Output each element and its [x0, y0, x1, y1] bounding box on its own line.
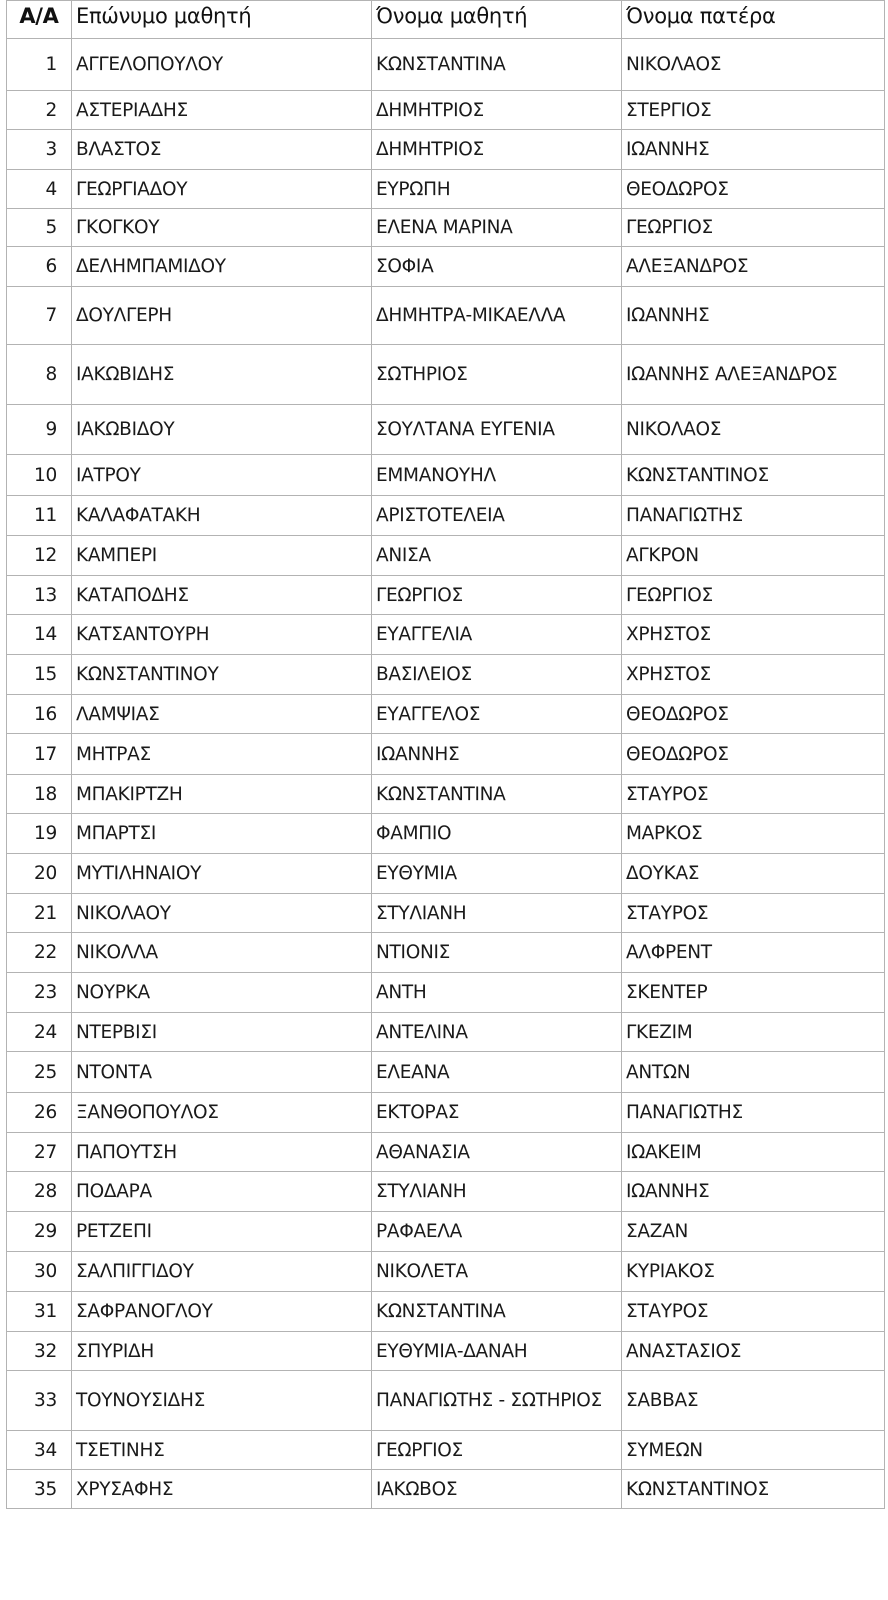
cell-father: ΝΙΚΟΛΑΟΣ	[622, 39, 885, 91]
cell-father: ΚΩΝΣΤΑΝΤΙΝΟΣ	[622, 1470, 885, 1509]
cell-surname: ΛΑΜΨΙΑΣ	[72, 695, 372, 734]
cell-father: ΣΥΜΕΩΝ	[622, 1431, 885, 1470]
cell-surname: ΒΛΑΣΤΟΣ	[72, 130, 372, 170]
cell-father: ΘΕΟΔΩΡΟΣ	[622, 695, 885, 734]
cell-aa: 18	[7, 775, 72, 814]
cell-name: ΕΥΑΓΓΕΛΟΣ	[372, 695, 622, 734]
cell-father: ΓΕΩΡΓΙΟΣ	[622, 209, 885, 247]
cell-name: ΑΝΙΣΑ	[372, 536, 622, 576]
cell-surname: ΜΗΤΡΑΣ	[72, 734, 372, 775]
cell-surname: ΙΑΚΩΒΙΔΗΣ	[72, 345, 372, 405]
cell-surname: ΝΙΚΟΛΛΑ	[72, 933, 372, 973]
cell-father: ΠΑΝΑΓΙΩΤΗΣ	[622, 496, 885, 536]
table-row	[7, 39, 885, 91]
cell-aa: 2	[7, 91, 72, 130]
table-row	[7, 1252, 885, 1292]
table-row	[7, 1470, 885, 1509]
cell-aa: 28	[7, 1172, 72, 1212]
table-row	[7, 1093, 885, 1133]
table-row	[7, 576, 885, 615]
table-body	[7, 39, 885, 1509]
cell-father: ΚΥΡΙΑΚΟΣ	[622, 1252, 885, 1292]
cell-aa: 21	[7, 894, 72, 933]
cell-father: ΣΑΒΒΑΣ	[622, 1371, 885, 1431]
cell-surname: ΝΙΚΟΛΑΟΥ	[72, 894, 372, 933]
cell-father: ΧΡΗΣΤΟΣ	[622, 655, 885, 695]
cell-name: ΚΩΝΣΤΑΝΤΙΝΑ	[372, 775, 622, 814]
cell-father: ΘΕΟΔΩΡΟΣ	[622, 170, 885, 209]
cell-aa: 10	[7, 455, 72, 496]
cell-surname: ΔΕΛΗΜΠΑΜΙΔΟΥ	[72, 247, 372, 287]
cell-name: ΓΕΩΡΓΙΟΣ	[372, 1431, 622, 1470]
table-row	[7, 496, 885, 536]
cell-name: ΣΤΥΛΙΑΝΗ	[372, 1172, 622, 1212]
cell-father: ΣΑΖΑΝ	[622, 1212, 885, 1252]
cell-name: ΔΗΜΗΤΡΙΟΣ	[372, 91, 622, 130]
table-row	[7, 287, 885, 345]
cell-aa: 12	[7, 536, 72, 576]
cell-name: ΦΑΜΠΙΟ	[372, 814, 622, 854]
cell-name: ΑΡΙΣΤΟΤΕΛΕΙΑ	[372, 496, 622, 536]
header-surname: Επώνυμο μαθητή	[72, 1, 372, 39]
cell-name: ΕΥΘΥΜΙΑ	[372, 854, 622, 894]
cell-surname: ΚΑΜΠΕΡΙ	[72, 536, 372, 576]
cell-father: ΣΤΕΡΓΙΟΣ	[622, 91, 885, 130]
cell-name: ΡΑΦΑΕΛΑ	[372, 1212, 622, 1252]
header-father: Όνομα πατέρα	[622, 1, 885, 39]
cell-name: ΚΩΝΣΤΑΝΤΙΝΑ	[372, 39, 622, 91]
table-row	[7, 1332, 885, 1371]
table-row	[7, 345, 885, 405]
cell-father: ΜΑΡΚΟΣ	[622, 814, 885, 854]
cell-surname: ΜΥΤΙΛΗΝΑΙΟΥ	[72, 854, 372, 894]
cell-name: ΣΟΦΙΑ	[372, 247, 622, 287]
cell-name: ΣΤΥΛΙΑΝΗ	[372, 894, 622, 933]
table-row	[7, 1013, 885, 1052]
cell-aa: 9	[7, 405, 72, 455]
cell-father: ΑΝΤΩΝ	[622, 1052, 885, 1093]
cell-name: ΕΛΕΝΑ ΜΑΡΙΝΑ	[372, 209, 622, 247]
table-row	[7, 1133, 885, 1172]
cell-aa: 27	[7, 1133, 72, 1172]
table-row	[7, 170, 885, 209]
table-row	[7, 130, 885, 170]
cell-surname: ΣΑΦΡΑΝΟΓΛΟΥ	[72, 1292, 372, 1332]
cell-aa: 35	[7, 1470, 72, 1509]
cell-father: ΑΝΑΣΤΑΣΙΟΣ	[622, 1332, 885, 1371]
cell-name: ΑΝΤΗ	[372, 973, 622, 1013]
cell-name: ΣΩΤΗΡΙΟΣ	[372, 345, 622, 405]
cell-surname: ΤΣΕΤΙΝΗΣ	[72, 1431, 372, 1470]
cell-surname: ΓΚΟΓΚΟΥ	[72, 209, 372, 247]
cell-surname: ΜΠΑΡΤΣΙ	[72, 814, 372, 854]
cell-aa: 20	[7, 854, 72, 894]
cell-father: ΝΙΚΟΛΑΟΣ	[622, 405, 885, 455]
table-row	[7, 536, 885, 576]
cell-surname: ΠΑΠΟΥΤΣΗ	[72, 1133, 372, 1172]
cell-aa: 33	[7, 1371, 72, 1431]
table-row	[7, 655, 885, 695]
table-row	[7, 615, 885, 655]
cell-surname: ΧΡΥΣΑΦΗΣ	[72, 1470, 372, 1509]
table-row	[7, 405, 885, 455]
cell-father: ΣΤΑΥΡΟΣ	[622, 775, 885, 814]
table-row	[7, 209, 885, 247]
cell-father: ΚΩΝΣΤΑΝΤΙΝΟΣ	[622, 455, 885, 496]
cell-aa: 29	[7, 1212, 72, 1252]
table-row	[7, 814, 885, 854]
cell-surname: ΚΩΝΣΤΑΝΤΙΝΟΥ	[72, 655, 372, 695]
cell-surname: ΝΤΕΡΒΙΣΙ	[72, 1013, 372, 1052]
cell-father: ΣΤΑΥΡΟΣ	[622, 1292, 885, 1332]
cell-surname: ΣΑΛΠΙΓΓΙΔΟΥ	[72, 1252, 372, 1292]
table-row	[7, 1172, 885, 1212]
cell-aa: 17	[7, 734, 72, 775]
cell-name: ΝΤΙΟΝΙΣ	[372, 933, 622, 973]
cell-father: ΠΑΝΑΓΙΩΤΗΣ	[622, 1093, 885, 1133]
cell-name: ΑΘΑΝΑΣΙΑ	[372, 1133, 622, 1172]
cell-surname: ΑΓΓΕΛΟΠΟΥΛΟΥ	[72, 39, 372, 91]
cell-father: ΓΕΩΡΓΙΟΣ	[622, 576, 885, 615]
cell-surname: ΠΟΔΑΡΑ	[72, 1172, 372, 1212]
cell-father: ΑΛΕΞΑΝΔΡΟΣ	[622, 247, 885, 287]
cell-father: ΣΤΑΥΡΟΣ	[622, 894, 885, 933]
cell-surname: ΚΑΛΑΦΑΤΑΚΗ	[72, 496, 372, 536]
cell-surname: ΚΑΤΑΠΟΔΗΣ	[72, 576, 372, 615]
cell-father: ΓΚΕΖΙΜ	[622, 1013, 885, 1052]
cell-surname: ΞΑΝΘΟΠΟΥΛΟΣ	[72, 1093, 372, 1133]
table-row	[7, 1212, 885, 1252]
cell-aa: 4	[7, 170, 72, 209]
cell-aa: 23	[7, 973, 72, 1013]
cell-name: ΕΚΤΟΡΑΣ	[372, 1093, 622, 1133]
cell-father: ΙΩΑΝΝΗΣ	[622, 1172, 885, 1212]
cell-name: ΕΥΡΩΠΗ	[372, 170, 622, 209]
cell-name: ΓΕΩΡΓΙΟΣ	[372, 576, 622, 615]
table-row	[7, 894, 885, 933]
cell-aa: 25	[7, 1052, 72, 1093]
cell-father: ΙΩΑΝΝΗΣ	[622, 287, 885, 345]
header-aa: Α/Α	[7, 1, 72, 39]
cell-aa: 22	[7, 933, 72, 973]
cell-name: ΕΜΜΑΝΟΥΗΛ	[372, 455, 622, 496]
cell-surname: ΚΑΤΣΑΝΤΟΥΡΗ	[72, 615, 372, 655]
cell-name: ΕΥΘΥΜΙΑ-ΔΑΝΑΗ	[372, 1332, 622, 1371]
cell-name: ΝΙΚΟΛΕΤΑ	[372, 1252, 622, 1292]
cell-aa: 15	[7, 655, 72, 695]
cell-aa: 31	[7, 1292, 72, 1332]
cell-surname: ΜΠΑΚΙΡΤΖΗ	[72, 775, 372, 814]
cell-father: ΘΕΟΔΩΡΟΣ	[622, 734, 885, 775]
cell-father: ΣΚΕΝΤΕΡ	[622, 973, 885, 1013]
cell-name: ΑΝΤΕΛΙΝΑ	[372, 1013, 622, 1052]
cell-surname: ΓΕΩΡΓΙΑΔΟΥ	[72, 170, 372, 209]
cell-surname: ΑΣΤΕΡΙΑΔΗΣ	[72, 91, 372, 130]
cell-aa: 34	[7, 1431, 72, 1470]
table-header	[7, 1, 885, 39]
cell-name: ΔΗΜΗΤΡΑ-ΜΙΚΑΕΛΛΑ	[372, 287, 622, 345]
header-name: Όνομα μαθητή	[372, 1, 622, 39]
table-row	[7, 455, 885, 496]
table-row	[7, 91, 885, 130]
cell-name: ΚΩΝΣΤΑΝΤΙΝΑ	[372, 1292, 622, 1332]
table-row	[7, 775, 885, 814]
cell-father: ΙΩΑΚΕΙΜ	[622, 1133, 885, 1172]
cell-name: ΣΟΥΛΤΑΝΑ ΕΥΓΕΝΙΑ	[372, 405, 622, 455]
cell-aa: 8	[7, 345, 72, 405]
cell-name: ΠΑΝΑΓΙΩΤΗΣ - ΣΩΤΗΡΙΟΣ	[372, 1371, 622, 1431]
cell-surname: ΤΟΥΝΟΥΣΙΔΗΣ	[72, 1371, 372, 1431]
cell-father: ΙΩΑΝΝΗΣ	[622, 130, 885, 170]
cell-father: ΔΟΥΚΑΣ	[622, 854, 885, 894]
cell-aa: 7	[7, 287, 72, 345]
cell-aa: 26	[7, 1093, 72, 1133]
table-row	[7, 854, 885, 894]
cell-father: ΙΩΑΝΝΗΣ ΑΛΕΞΑΝΔΡΟΣ	[622, 345, 885, 405]
cell-aa: 5	[7, 209, 72, 247]
table-row	[7, 1371, 885, 1431]
cell-father: ΧΡΗΣΤΟΣ	[622, 615, 885, 655]
student-roster-table	[6, 0, 885, 1509]
cell-name: ΒΑΣΙΛΕΙΟΣ	[372, 655, 622, 695]
cell-surname: ΡΕΤΖΕΠΙ	[72, 1212, 372, 1252]
cell-aa: 14	[7, 615, 72, 655]
cell-aa: 6	[7, 247, 72, 287]
cell-surname: ΣΠΥΡΙΔΗ	[72, 1332, 372, 1371]
cell-aa: 11	[7, 496, 72, 536]
table-row	[7, 247, 885, 287]
cell-aa: 13	[7, 576, 72, 615]
cell-aa: 30	[7, 1252, 72, 1292]
cell-father: ΑΓΚΡΟΝ	[622, 536, 885, 576]
cell-aa: 19	[7, 814, 72, 854]
cell-name: ΕΛΕΑΝΑ	[372, 1052, 622, 1093]
cell-name: ΕΥΑΓΓΕΛΙΑ	[372, 615, 622, 655]
table-row	[7, 1292, 885, 1332]
table-row	[7, 1431, 885, 1470]
table-row	[7, 695, 885, 734]
cell-aa: 3	[7, 130, 72, 170]
cell-aa: 1	[7, 39, 72, 91]
table-row	[7, 734, 885, 775]
cell-aa: 32	[7, 1332, 72, 1371]
cell-surname: ΙΑΚΩΒΙΔΟΥ	[72, 405, 372, 455]
cell-aa: 24	[7, 1013, 72, 1052]
cell-name: ΔΗΜΗΤΡΙΟΣ	[372, 130, 622, 170]
cell-surname: ΔΟΥΛΓΕΡΗ	[72, 287, 372, 345]
header-row	[7, 1, 885, 39]
table-row	[7, 933, 885, 973]
table-row	[7, 973, 885, 1013]
cell-surname: ΙΑΤΡΟΥ	[72, 455, 372, 496]
cell-father: ΑΛΦΡΕΝΤ	[622, 933, 885, 973]
cell-name: ΙΩΑΝΝΗΣ	[372, 734, 622, 775]
cell-name: ΙΑΚΩΒΟΣ	[372, 1470, 622, 1509]
cell-surname: ΝΟΥΡΚΑ	[72, 973, 372, 1013]
cell-aa: 16	[7, 695, 72, 734]
cell-surname: ΝΤΟΝΤΑ	[72, 1052, 372, 1093]
table-row	[7, 1052, 885, 1093]
